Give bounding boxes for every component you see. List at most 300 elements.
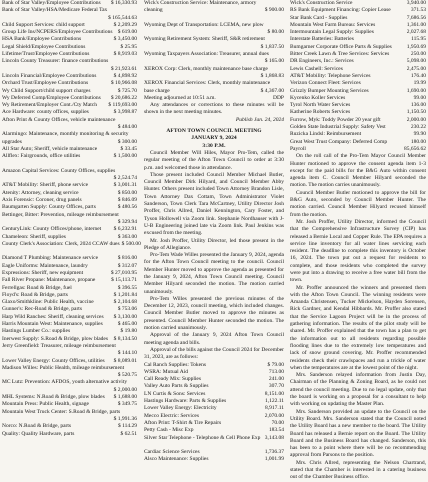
bill-entry-label: Bitter Creek Lawn & Tree Services: Services <box>290 51 390 58</box>
ledger-entry-amount: $ 846.09 <box>117 197 137 204</box>
ledger-entry-amount: $ 349.75 <box>117 401 137 408</box>
bill-entry-amount: 99.00 <box>413 94 426 101</box>
ledger-entry-amount: $ 21,923.61 <box>110 65 137 72</box>
bill-entry-label: Katherine Roberts Services <box>290 109 351 116</box>
ledger-entry-amount: $ 1,868.83 <box>260 72 284 79</box>
bill-entry-label: Golden State Industrial Supply: Safety Vest <box>290 124 386 131</box>
ledger-entry-amount: $ 816.00 <box>117 255 137 262</box>
ledger-entry-label: Harp Wild Ranches: Sheriff, cleaning services <box>2 313 104 320</box>
bill-entry-amount: 241.00 <box>268 376 284 383</box>
ledger-entry-amount <box>282 66 284 73</box>
ledger-entry <box>2 139 137 146</box>
ledger-entry <box>2 7 137 14</box>
bill-entry-label: Cardiac Science Services <box>144 449 200 456</box>
ledger-entry-label: MC Lutz: Prevention: AFDOS, youth alternative activity <box>2 379 128 386</box>
bill-entry-amount: 1,122.11 <box>264 398 284 405</box>
bill-entry-label: Intermountain Legal Supply: Supplies <box>290 29 374 36</box>
ledger-entry-label: Alarmingo: Maintenance, monthly monitoring & security <box>2 131 129 138</box>
ledger-entry <box>2 306 137 313</box>
ledger-entry <box>2 131 137 138</box>
bill-entry-label: Valley Auto Parts & Supplies <box>144 383 209 390</box>
ledger-entry <box>2 285 137 292</box>
bill-entry <box>290 0 426 7</box>
bill-entry-amount: 5,098.00 <box>406 58 426 65</box>
ledger-entry-label <box>2 248 3 255</box>
bill-entry-label: WSRA: Mutual Aid <box>144 368 189 375</box>
ledger-entry-amount: $ 1,991.36 <box>113 415 137 422</box>
bill-entry <box>144 413 284 420</box>
bill-entry <box>144 383 284 390</box>
ledger-entry-amount: $ 1,500.00 <box>113 153 137 160</box>
bill-entry-label: Alsco Maintenance: Supplies <box>144 456 209 463</box>
ledger-entry-label <box>2 350 3 357</box>
column-right <box>290 0 426 481</box>
bill-entry-amount: 307.70 <box>268 383 284 390</box>
bill-entry-amount: 8,151.00 <box>264 390 284 397</box>
ledger-entry-label <box>2 416 3 423</box>
ledger-entry-amount <box>282 36 284 43</box>
ledger-entry-label: Bettinger, Bitter: Prevention, mileage reimbursement <box>2 211 119 218</box>
minutes-paragraph: Mr. Josh Proffer, Utility Director, informed the Council that the Comprehensive Infrastructure Survey (CIP) has released a Bernie Local and Copper Rule. The EPA requires a service line inventory for all water lines servicing each resident. The deadline to complete this inventory is October 16, 2024. The town put out a request for residents to complete, and those residents who completed the survey were put into a drawing to receive a free water bill from the town. <box>290 218 426 284</box>
bill-entry-amount: 1,361.00 <box>406 21 426 28</box>
ledger-entry-label: Floyd's: Road & Bridge, parts <box>2 291 68 298</box>
ledger-entry-amount: $ 480.56 <box>117 204 137 211</box>
ledger-entry-label <box>144 44 145 51</box>
ledger-entry-label: County Clerk's Association: Clerk, 2024 CCAW dues <box>2 240 120 247</box>
bill-entry-amount: 85,656.62 <box>404 145 426 152</box>
bill-entry <box>290 51 426 58</box>
ledger-entry-label: cleaning <box>144 7 163 14</box>
ledger-entry <box>2 88 137 95</box>
ledger-entry-amount: $ 4,367.00 <box>260 87 284 94</box>
ledger-entry-amount <box>282 15 284 22</box>
bill-entry-amount: 70.00 <box>271 419 284 426</box>
ledger-entry <box>2 124 137 131</box>
ledger-entry <box>144 22 284 29</box>
bill-entry-label: RS Bank Equipment Financing: Copier Lease <box>290 7 391 14</box>
meeting-adjourned-initials: DDP <box>272 94 284 101</box>
ledger-entry-label: Jerry Greenfield: Treasurer, mileage reimbursement <box>2 342 116 349</box>
ledger-entry-amount: $ 1,201.84 <box>113 291 137 298</box>
ledger-entry-label: Glaxo/Smithkline: Public Health, vaccine <box>2 299 94 306</box>
ledger-entry-amount: $ 500.00 <box>121 240 141 247</box>
minutes-paragraph: Mr. Josh Proffer, Utility Director, led those present in the Pledge of Allegiance. <box>144 237 284 251</box>
bill-entry-label: Hastings Hardware: Parts & Supplies <box>144 398 227 405</box>
bill-entry-amount: 1,736.37 <box>264 449 284 456</box>
bill-entry-amount: 183.54 <box>268 427 284 434</box>
section-date: JANUARY 9, 2024 <box>191 135 237 142</box>
ledger-entry-label <box>2 161 3 168</box>
ledger-entry-amount <box>135 131 137 138</box>
bill-entry-amount: 1,690.00 <box>406 87 426 94</box>
ledger-entry <box>2 36 137 43</box>
ledger-entry-label: Eagle Uniforms: Maintenance, laundry <box>2 262 88 269</box>
minutes-paragraph: Mrs. Sanderson provided an update to the Council on the Utility Board. Mrs. Sanderson stated that the Council noted the Utility Board has a new member to the board. The Utility Board has released a Bernie report on the Board. The Utility Board and the Business Board has changed. Sanderson, this has been to a point where there will be no recommending approval from Parsons to the position. <box>290 408 426 459</box>
ledger-entry <box>2 263 137 270</box>
ledger-entry <box>144 15 284 22</box>
ledger-entry-amount: $ 25.95 <box>120 43 137 50</box>
bill-entry-amount: 115.95 <box>411 36 426 43</box>
ledger-entry <box>2 365 137 372</box>
ledger-entry-label: Quality: Quality Hardware, parts <box>2 430 75 437</box>
minutes-paragraph: Mr. Proffer announced the winners and presented them with the Afton Town Council. The winning residents were Amanda Christensen, Tucker Mickelson, Hayden Sorensen, Rick Gardner, and Kendal Hibbards. Mr. Proffer also stated that the Service Lagoon Project will be in the process of gathering information. The results of the pilot study will be shared. Mr. Proffer explained that the town has a plan to get the information out to all residents regarding possible flooding lines due to the extremely low temperatures and lack of snow ground covering. Mr. Proffer recommended residents check their crawlspaces and run a trickle of water when the temperatures are at the lowest point of the night. <box>290 284 426 371</box>
ledger-entry-amount: $ 80.00 <box>267 29 284 36</box>
ledger-entry-label: Ace Hardware: county offices, supplies <box>2 109 89 116</box>
ledger-entry-label: Wyoming Retirement System: Sheriff, S&R retirement <box>144 36 265 43</box>
minutes-paragraph: Mrs. Chris Allred, representing the Nelson Chartrand, stated that the Chamber is interested in a catering business out of the Chamber Business office. <box>290 459 426 481</box>
ledger-entry <box>2 204 137 211</box>
minutes-paragraph: Those present included Council Member Michael Butler, Council Member Dirk Hilyard, and Council Member Abby Hunter. Others present included Town Attorney Brandon Lisle, Town Attorney Dax Cottam, Town Administrator Violet Sanderson, Town Clerk Tara McCartney, Utility Director Josh Proffer, Chris Allred, Daniel Kennington, Cary Foster, and Tyson Hollowell via Zoom link. Stephanie Nordhauser with J-U-B Engineering joined late via Zoom link. Paul Jenkins was excused from the meeting. <box>144 171 284 237</box>
ledger-entry-label: Madison Willes: Public Health, mileage reimbursement <box>2 364 125 371</box>
ledger-entry-label <box>144 15 145 22</box>
bill-entry-label: Bumgarner Corporate Office Parts & Supplies <box>290 43 392 50</box>
ledger-entry-label: Gunner's: Rec-Road & Bridge, parts <box>2 306 82 313</box>
ledger-entry-label: Bank of Star Valley/HSA/Medicare Federal Tax <box>2 7 108 14</box>
ledger-entry <box>144 58 284 65</box>
ledger-entry <box>2 387 137 394</box>
bill-entry-label: Ruzicka Lindsl: Reimbursement <box>290 131 362 138</box>
bill-entry <box>290 66 426 73</box>
ledger-entry <box>144 88 284 95</box>
ledger-entry <box>144 51 284 58</box>
ledger-entry <box>2 321 137 328</box>
bill-entry <box>144 442 284 449</box>
bill-entry-label: Lower Valley Energy: Electricity <box>144 405 217 412</box>
ledger-entry <box>144 36 284 43</box>
ledger-entry <box>2 358 137 365</box>
bill-entry-label: Afton Print: T-Shirt & Tire Repairs <box>144 419 222 426</box>
bill-entry-label: Mecco Electric: Services <box>144 412 199 419</box>
ledger-entry <box>2 372 137 379</box>
ledger-entry-amount <box>135 117 137 124</box>
ledger-entry <box>144 44 284 51</box>
bill-entry-label: Cal Ranch Supplies: Tokens <box>144 361 206 368</box>
bill-entry <box>144 376 284 383</box>
ledger-entry <box>2 80 137 87</box>
ledger-entry-label: Axis Forensic: Coroner, drug panels <box>2 197 82 204</box>
minutes-paragraph: On the roll call of the Pro-Tem Mayor Council Member Hunter motioned to approve the consent agenda item 1-3 except for the paid bills for the B&G Auto within consent agenda item C. Council Member Hilyard seconded the motion. The motion carries unanimously. <box>290 153 426 189</box>
ledger-entry-amount: $ 33.45 <box>120 145 137 152</box>
ledger-entry-label: MHL Systems: N.Road & Bridge, plow blades <box>2 394 105 401</box>
ledger-entry-label <box>2 15 3 22</box>
ledger-entry-amount: $ 16,330.93 <box>110 0 137 6</box>
minutes-paragraph: Council Member Will Hiles, Mayor Pro-Tem, called the regular meeting of the Afton Town Council to order at 3:30 p.m. and welcomed those in attendance. <box>144 149 284 171</box>
bill-entry-amount: 3,940.00 <box>406 0 426 6</box>
ledger-entry-amount: $ 465.00 <box>117 321 137 328</box>
ledger-entry-amount: $ 300.00 <box>117 138 137 145</box>
ledger-entry-amount: $ 725.70 <box>117 87 137 94</box>
bill-entry-amount: 250.00 <box>410 51 426 58</box>
bill-entry-amount: 713.00 <box>268 368 284 375</box>
bill-entry-amount: 2,475.00 <box>406 65 426 72</box>
ledger-entry-label: Allflex: Fairgrounds, office utilities <box>2 153 81 160</box>
ledger-entry-label: Wy Child Support/child support charges <box>2 87 91 94</box>
ledger-entry-label: Orchard Trust/Employee Contributions <box>2 80 89 87</box>
bill-entry-amount: 136.00 <box>410 102 426 109</box>
ledger-entry-amount: $ 1,688.00 <box>113 394 137 401</box>
ledger-entry-label: Baumgarten Supply: County Offices, parts <box>2 204 96 211</box>
ledger-entry <box>2 314 137 321</box>
ledger-entry-amount <box>135 379 137 386</box>
ledger-entry-label: upgrades <box>2 138 22 145</box>
column-middle <box>144 0 284 463</box>
bill-entry <box>290 15 426 22</box>
bill-entry <box>290 36 426 43</box>
ledger-entry-label: Hastings Lumber Co.: supplies <box>2 328 71 335</box>
ledger-entry-amount: $ 15,113.71 <box>111 277 137 284</box>
ledger-entry-label: XEROX Corp: Clerk, monthly maintenance base charge <box>144 65 268 72</box>
bill-entry-amount: 19.99 <box>413 80 426 87</box>
ledger-entry <box>2 394 137 401</box>
ledger-entry <box>2 66 137 73</box>
ledger-entry <box>2 153 137 160</box>
ledger-entry-label: Diamond T Plumbing: Maintenance service <box>2 255 99 262</box>
bill-entry-amount: 8,917.11 <box>264 405 284 412</box>
bill-entry-label: Kycenko Koller Services <box>290 94 346 101</box>
ledger-entry-label: Inerwest Supply: S.Road & Bridge, plow blades <box>2 335 109 342</box>
ledger-entry-amount: $ 8,919.03 <box>113 51 137 58</box>
ledger-entry-label <box>2 124 3 131</box>
ledger-entry <box>2 299 137 306</box>
ledger-entry-amount: $ 119,693.00 <box>108 102 137 109</box>
ledger-entry-label: Wyoming Taxpayers Association: Treasurer, annual dues <box>144 51 269 58</box>
ledger-entry-amount <box>135 409 137 416</box>
ledger-entry <box>2 226 137 233</box>
ledger-entry-amount: $ 62.51 <box>120 430 137 437</box>
bill-entry-label: Call Ready Mix: Supplies <box>144 376 201 383</box>
bill-entry <box>290 73 426 80</box>
ledger-entry-amount: $ 4,898.92 <box>113 72 137 79</box>
ledger-entry <box>2 255 137 262</box>
ledger-entry <box>2 277 137 284</box>
bill-entry <box>290 7 426 14</box>
ledger-entry-label: Lifetime/Trust/Employee Contributions <box>2 51 90 58</box>
ledger-entry-amount: $ 2,000.00 <box>113 386 137 393</box>
ledger-entry-label: Wyoming Dept of Transportation: LCEMA, new plow <box>144 21 264 28</box>
ledger-entry-label: Wy Retirement/Employer Cont./Cty Match <box>2 102 97 109</box>
bill-entry <box>290 58 426 65</box>
ledger-entry <box>144 73 284 80</box>
bill-entry <box>144 435 284 442</box>
ledger-entry-amount: $ 20,686.22 <box>110 94 137 101</box>
ledger-entry-label <box>144 73 145 80</box>
ledger-entry-amount: $ 144.10 <box>117 350 137 357</box>
ledger-entry <box>2 409 137 416</box>
ledger-entry <box>2 58 137 65</box>
ledger-entry-amount: $ 6,232.91 <box>113 226 137 233</box>
ledger-entry-label: Wy Deferred Comp/Employee Contributions <box>2 94 101 101</box>
ledger-entry <box>2 379 137 386</box>
bill-entry <box>290 88 426 95</box>
bill-entry-label: Payroll <box>290 145 306 152</box>
section-time: 3:30 P.M. <box>202 142 226 149</box>
bill-entry <box>144 405 284 412</box>
ledger-entry-amount: $ 2,524.74 <box>113 175 137 182</box>
bill-entry <box>290 117 426 124</box>
ledger-entry-amount: $ 27,010.95 <box>110 269 137 276</box>
ledger-entry-label: Atenity: Attorney, cleaning service <box>2 189 79 196</box>
ledger-entry-label <box>2 66 3 73</box>
ledger-entry-amount: $ 753.06 <box>117 306 137 313</box>
bill-entry-amount: $ 79.00 <box>267 361 284 368</box>
bill-entry <box>290 102 426 109</box>
ledger-entry-amount: $ 10,966.08 <box>110 80 137 87</box>
ledger-entry <box>2 350 137 357</box>
ledger-entry <box>2 212 137 219</box>
bill-entry-label: Silver Star Telephone - Telephone & Cell Phone Exp <box>144 434 261 441</box>
bill-entry-amount: 1,001.99 <box>264 456 284 463</box>
publish-date: Publish Jan. 24, 2024 <box>235 116 284 123</box>
ledger-entry <box>2 15 137 22</box>
ledger-entry <box>2 109 137 116</box>
ledger-entry <box>2 182 137 189</box>
ledger-entry-amount: $ 8,134.50 <box>113 335 137 342</box>
bill-entry-amount: 230.22 <box>410 124 426 131</box>
ledger-entry-label: Bank of Star Valley/Employee Contributions <box>2 0 101 6</box>
ledger-entry-label: Mountain Press: Public Health, signage <box>2 401 89 408</box>
bill-entry-label: Star Bank Card - Supplies <box>290 14 348 21</box>
bill-entry-label: DR Engineers, Inc.: Services <box>290 58 354 65</box>
ledger-entry-label: HSA Bank/Employee Contributions <box>2 36 82 43</box>
bill-entry <box>144 391 284 398</box>
meeting-adjourned-text: Meeting adjourned at 10:51 a.m. <box>144 94 216 101</box>
ledger-entry <box>2 423 137 430</box>
bill-entry-amount: 180.00 <box>410 138 426 145</box>
bill-entry <box>144 456 284 463</box>
ledger-entry-amount <box>135 161 137 168</box>
ledger-entry-label: Lincoln County Treasurer: finance contributions <box>2 58 109 65</box>
bill-entry <box>290 29 426 36</box>
ledger-entry-amount: $ 114.29 <box>117 423 137 430</box>
ledger-entry-amount: $ 900.00 <box>264 7 284 14</box>
ledger-entry-label: Expressions: Sheriff, new equipment <box>2 269 84 276</box>
bill-entry-amount: 7,686.56 <box>406 14 426 21</box>
bill-entry-amount: 99.90 <box>413 131 426 138</box>
bill-entry-label: AT&T Mobility: Telephone Services <box>290 72 371 79</box>
ledger-entry-label: Lower Valley Energy: County Offices, utilities <box>2 357 105 364</box>
ledger-entry-amount: $ 363.00 <box>117 233 137 240</box>
bill-entry-label: Wick's Construction Service <box>290 0 353 6</box>
bill-entry-label: Verizon Connect Fleet: Services <box>290 80 361 87</box>
bill-entry <box>290 95 426 102</box>
ledger-entry <box>2 248 137 255</box>
bill-entry <box>290 124 426 131</box>
ledger-entry <box>2 234 137 241</box>
ledger-entry-amount: $ 3,450.00 <box>113 36 137 43</box>
ledger-entry-amount: $ 850.00 <box>117 189 137 196</box>
ledger-entry-amount: $ 165,544.63 <box>108 14 137 21</box>
ledger-entry-amount: $ 2,209.29 <box>113 21 137 28</box>
minutes-paragraph: Mrs. Sanderson relayed information from Justin Day, Chairman of the Planning & Zoning Board, as he could not attend the council meeting. Due to no legal update, only that the board is working on a proposal for a consultant to help with working on updating the Master Plan. <box>290 372 426 408</box>
ledger-entry-label: Legal Shield/Employee Contributions <box>2 43 86 50</box>
ledger-entry-amount: $ 3,998.87 <box>113 109 137 116</box>
ledger-entry-amount: $ 8,089.01 <box>113 357 137 364</box>
bill-entry-amount: 176.40 <box>410 72 426 79</box>
ledger-entry-amount: $ 1,837.50 <box>260 43 284 50</box>
bill-entry <box>144 362 284 369</box>
ledger-entry <box>144 7 284 14</box>
ledger-entry-amount: $ 520.75 <box>117 372 137 379</box>
meeting-adjourned-line <box>144 95 284 102</box>
minutes-paragraph: Pro-Tem Willes presented the previous minutes of the December 12, 2023, council meeting, which included changes. Council Member Butler moved to approve the minutes as presented. Council Member Hunter seconded the motion. The motion carried unanimously. <box>144 295 284 332</box>
ledger-entry-label: base charge <box>144 87 170 94</box>
bill-entry-amount: 1,950.69 <box>406 43 426 50</box>
bill-entry-label: Great West Trust Company: Deferred Comp <box>290 138 388 145</box>
ledger-entry <box>2 416 137 423</box>
bill-entry-label: Mountain West Farm Bureau: Services <box>290 21 376 28</box>
bill-entry <box>290 22 426 29</box>
bill-entry <box>144 420 284 427</box>
minutes-paragraph: Pro-Tem Wade Willes presented the January 9, 2024, agenda for the Afton Town Council meeting to the council. Council Member Hunter moved to approve the agenda as presented for the January 9, 2024, Afton Town Council meeting. Council Member Hilyard seconded the motion. The motion carried unanimously. <box>144 252 284 295</box>
column-left <box>2 0 141 437</box>
ledger-entry-label <box>144 58 145 65</box>
ledger-entry-label: Child Support Services: child support <box>2 21 85 28</box>
ledger-entry <box>2 190 137 197</box>
ledger-entry-amount: $ 3,130.00 <box>113 313 137 320</box>
ledger-entry-amount: $ 3,001.31 <box>113 182 137 189</box>
ledger-entry-amount <box>282 80 284 87</box>
bill-entry-amount: 2,027.68 <box>406 29 426 36</box>
bill-entry-amount: 3,143.08 <box>264 434 284 441</box>
bill-entry <box>290 80 426 87</box>
bill-entry <box>144 369 284 376</box>
minutes-paragraph: Council Member Butler motioned to approve the bill for B&G Auto, seconded by Council Member Hunter. The motion carried. Council Member Hilyard recused himself from the motion. <box>290 189 426 218</box>
bill-entry <box>290 139 426 146</box>
bill-entry-label: Lewis Cashell: Services <box>290 65 343 72</box>
ledger-entry-amount: $ 19.80 <box>120 328 137 335</box>
bill-entry <box>290 109 426 116</box>
bill-entry-label <box>144 442 145 449</box>
ledger-entry-amount: $ 312.07 <box>117 262 137 269</box>
ledger-entry-label: Afton Print & County Offices, vehicle maintenance <box>2 116 116 123</box>
ledger-entry <box>144 80 284 87</box>
ledger-entry-label: Group Life Ins/NCPERS/Employee Contributions <box>2 29 113 36</box>
ledger-entry <box>2 44 137 51</box>
ledger-entry-label: Mountain West Truck Center: S.Road & Bridge, parts <box>2 408 121 415</box>
ledger-entry <box>2 431 137 438</box>
bill-entry <box>290 44 426 51</box>
ledger-entry-label: Lincoln Financial/Employee Contributions <box>2 72 97 79</box>
ledger-entry-amount: $ 484.00 <box>117 124 137 131</box>
bills-intro: Approval of the bills against the Council 2024 for December 31, 2023, are as follows: <box>144 346 284 361</box>
minutes-paragraph: Approval of the January 9, 2024 Afton Town Council meeting agenda and bills. <box>144 332 284 346</box>
ledger-entry <box>2 336 137 343</box>
attest-text: Any attendances or corrections to these minutes will be shown in the next meeting minutes. <box>144 102 284 116</box>
ledger-entry-amount: $ 165.00 <box>264 58 284 65</box>
bill-entry-amount: 2,000.00 <box>406 116 426 123</box>
bill-entry <box>290 131 426 138</box>
ledger-entry-label <box>2 372 3 379</box>
ledger-entry-label <box>2 387 3 394</box>
bill-entry-label: Interstate Batteries: Batteries <box>290 36 354 43</box>
ledger-entry <box>2 240 141 248</box>
ledger-entry-amount: $ 2,104.68 <box>113 299 137 306</box>
ledger-entry-amount: $ 329.94 <box>117 218 137 225</box>
bill-entry-label: Furrow, Myk: Toddy Powder 20 year gift <box>290 116 381 123</box>
ledger-entry-amount <box>135 7 137 14</box>
ledger-entry-amount <box>135 58 137 65</box>
bill-entry <box>144 427 284 434</box>
ledger-entry <box>2 401 137 408</box>
bill-entry-amount: 1,150.50 <box>406 109 426 116</box>
bill-entry-amount: 2,070.00 <box>264 412 284 419</box>
ledger-entry-label: CenturyLink: County Offices/phone, internet <box>2 226 102 233</box>
bill-entry-label: Tyrol North Water Services <box>290 102 351 109</box>
ledger-entry-label: Fall River Propane: Maintenance, propane <box>2 277 96 284</box>
ledger-entry <box>2 328 137 335</box>
ledger-entry-label: Amazon Capital Services: County Offices, supplies <box>2 167 116 174</box>
bill-entry <box>144 398 284 405</box>
